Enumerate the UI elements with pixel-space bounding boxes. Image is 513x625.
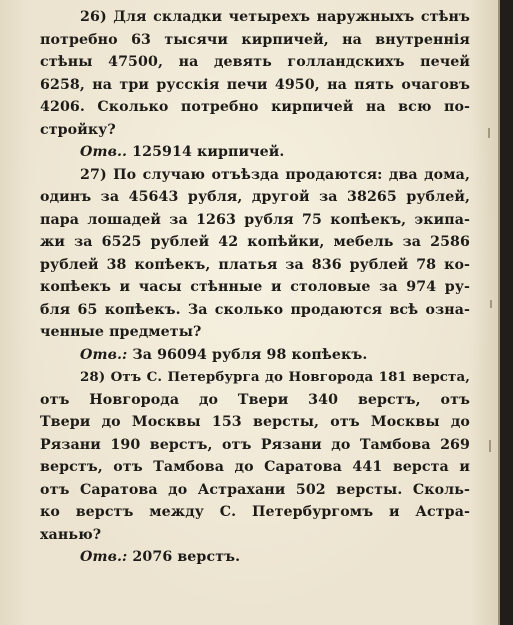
problem-line: отъ Новгорода до Твери 340 верстъ, отъ bbox=[40, 391, 470, 408]
answer-label: Отв.. bbox=[80, 144, 128, 160]
problem-line: 4206. Сколько потребно кирпичей на всю по- bbox=[40, 99, 470, 115]
answer-label: Отв.: bbox=[80, 346, 128, 363]
problem-line: ченные предметы? bbox=[40, 324, 202, 340]
problem-line: стройку? bbox=[40, 121, 116, 138]
problem-line: 28) Отъ С. Петербурга до Новгорода 181 верста, bbox=[80, 369, 470, 385]
problem-line: жи за 6525 рублей 42 копѣйки, мебель за 2586 bbox=[40, 234, 470, 250]
answer-line bbox=[40, 546, 470, 569]
problem-line: Рязани 190 верстъ, отъ Рязани до Тамбова 269 bbox=[40, 436, 470, 453]
problem-line: копѣекъ и часы стѣнные и столовые за 974 ру- bbox=[40, 279, 470, 295]
problem-line: Твери до Москвы 153 версты, отъ Москвы до bbox=[40, 414, 470, 430]
problem-line: стѣны 47500, на девять голландскихъ печей bbox=[40, 54, 470, 70]
problem-line: бля 65 копѣекъ. За сколько продаются всѣ озна- bbox=[40, 301, 470, 318]
answer-label: Отв.: bbox=[80, 549, 128, 565]
problem-line: ко верстъ между С. Петербургомъ и Астра- bbox=[40, 504, 470, 520]
problem-28 bbox=[40, 366, 470, 569]
page-text bbox=[40, 6, 470, 569]
problem-line: рублей 38 копѣекъ, платья за 836 рублей 78 ко- bbox=[40, 256, 470, 273]
answer-line bbox=[40, 141, 470, 164]
problem-line: 6258, на три русскія печи 4950, на пять очаговъ bbox=[40, 76, 470, 93]
answer-value: 2076 верстъ. bbox=[132, 549, 241, 565]
answer-value: 125914 кирпичей. bbox=[132, 144, 285, 160]
answer-value: За 96094 рубля 98 копѣекъ. bbox=[132, 346, 368, 363]
paper-speck bbox=[488, 128, 490, 138]
problem-line: одинъ за 45643 рубля, другой за 38265 рублей, bbox=[40, 189, 470, 205]
problem-line: пара лошадей за 1263 рубля 75 копѣекъ, экипа- bbox=[40, 211, 470, 228]
problem-line: верстъ, отъ Тамбова до Саратова 441 верста и bbox=[40, 459, 470, 475]
problem-line: 26) Для складки четырехъ наружныхъ стѣнъ bbox=[80, 9, 470, 25]
problem-line: потребно 63 тысячи кирпичей, на внутреннія bbox=[40, 31, 470, 48]
scan-border bbox=[500, 0, 513, 625]
problem-26 bbox=[40, 6, 470, 164]
problem-line: 27) По случаю отъѣзда продаются: два дома, bbox=[80, 166, 470, 183]
problem-line: отъ Саратова до Астрахани 502 версты. Сколь- bbox=[40, 481, 470, 498]
paper-speck bbox=[489, 440, 491, 452]
problem-27 bbox=[40, 164, 470, 367]
problem-line: ханью? bbox=[40, 526, 102, 543]
paper-speck bbox=[490, 300, 492, 308]
answer-line bbox=[40, 344, 470, 367]
